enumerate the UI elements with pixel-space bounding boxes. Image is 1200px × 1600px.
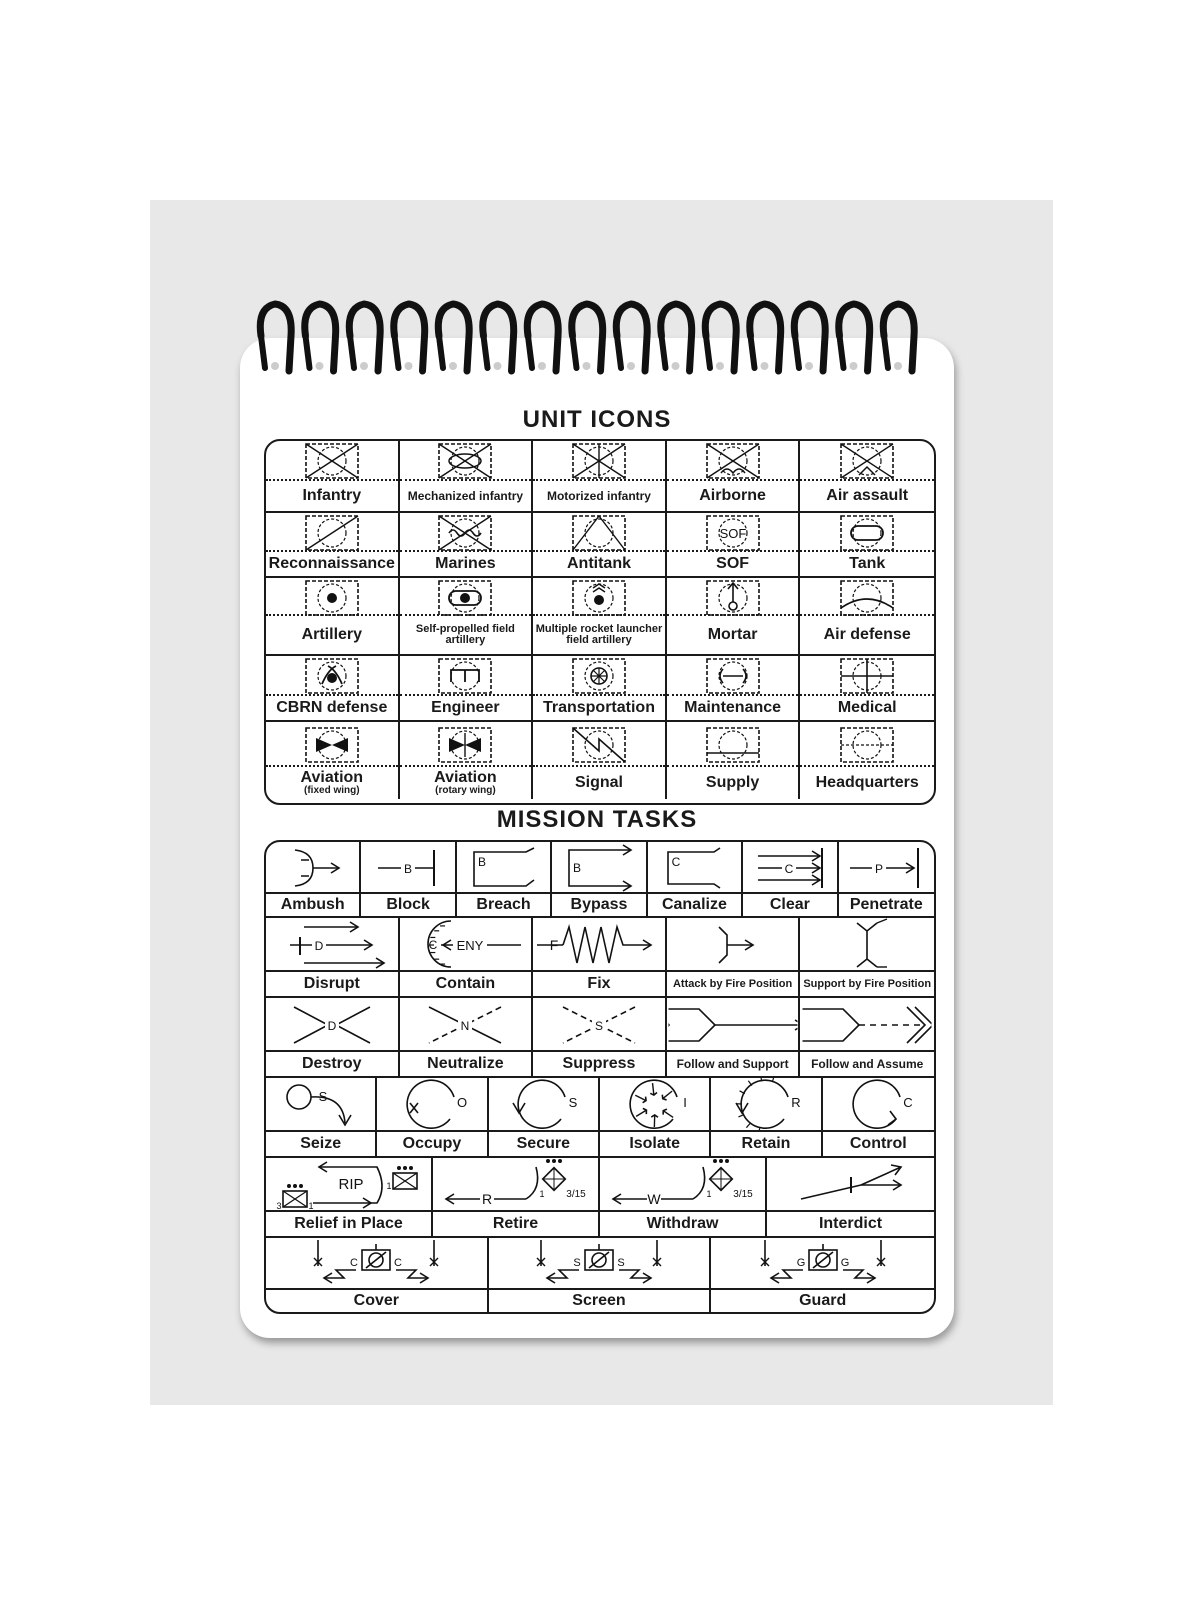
unit-cell-maintenance bbox=[667, 656, 801, 720]
mission-label: Isolate bbox=[629, 1135, 680, 1152]
unit-label: Tank bbox=[849, 555, 886, 572]
unit-cell-headquarters bbox=[800, 722, 934, 799]
mission-label: Attack by Fire Position bbox=[672, 977, 793, 990]
svg-text:1: 1 bbox=[385, 1181, 392, 1191]
mission-tasks-title: MISSION TASKS bbox=[496, 806, 698, 833]
occupy-icon bbox=[377, 1078, 486, 1132]
svg-text:B: B bbox=[572, 861, 581, 875]
follow-and-support-icon bbox=[667, 998, 799, 1052]
infantry-icon bbox=[266, 441, 398, 481]
unit-label: Aviation bbox=[300, 769, 364, 786]
unit-cell-rocket-launcher bbox=[533, 578, 667, 654]
svg-text:C: C bbox=[394, 1257, 403, 1269]
mission-cell-relief-in-place bbox=[266, 1158, 433, 1236]
mission-label: Follow and Assume bbox=[811, 1057, 924, 1071]
sof-icon bbox=[667, 513, 799, 552]
svg-text:R: R bbox=[481, 1191, 492, 1207]
mission-cell-occupy bbox=[377, 1078, 488, 1156]
relief-in-place-icon bbox=[266, 1158, 431, 1212]
signal-icon bbox=[533, 722, 665, 767]
mission-cell-retain bbox=[711, 1078, 822, 1156]
mission-label: Cover bbox=[353, 1292, 399, 1309]
svg-text:C: C bbox=[784, 862, 794, 876]
mission-cell-retire bbox=[433, 1158, 600, 1236]
guard-icon bbox=[711, 1238, 934, 1290]
mission-label: Block bbox=[386, 896, 430, 913]
unit-sublabel: (fixed wing) bbox=[304, 785, 360, 796]
mission-label: Guard bbox=[799, 1292, 847, 1309]
unit-cell-mechanized-infantry bbox=[400, 441, 534, 511]
penetrate-icon bbox=[839, 842, 934, 894]
mission-row bbox=[266, 998, 934, 1078]
unit-label: Supply bbox=[705, 774, 760, 791]
unit-icons-title: UNIT ICONS bbox=[522, 406, 672, 433]
retire-icon bbox=[433, 1158, 598, 1212]
mission-label: Occupy bbox=[402, 1135, 462, 1152]
block-icon bbox=[361, 842, 454, 894]
screen-icon bbox=[489, 1238, 710, 1290]
unit-cell-marines bbox=[400, 513, 534, 576]
unit-label: Reconnaissance bbox=[268, 555, 395, 572]
mission-cell-neutralize bbox=[400, 998, 534, 1076]
svg-text:R: R bbox=[791, 1095, 801, 1110]
unit-cell-cbrn-defense bbox=[266, 656, 400, 720]
unit-label: Airborne bbox=[699, 487, 766, 504]
unit-cell-sof bbox=[667, 513, 801, 576]
mission-cell-guard bbox=[711, 1238, 934, 1312]
mortar-icon bbox=[667, 578, 799, 616]
svg-text:C: C bbox=[350, 1257, 359, 1269]
unit-label: Antitank bbox=[566, 555, 631, 572]
mission-label: Breach bbox=[476, 896, 531, 913]
svg-text:I: I bbox=[682, 1095, 687, 1110]
mission-label: Fix bbox=[587, 975, 611, 992]
mission-label: Neutralize bbox=[427, 1055, 504, 1072]
mission-cell-support-by-fire bbox=[800, 918, 934, 996]
spiral-binding bbox=[240, 296, 954, 396]
antitank-icon bbox=[533, 513, 665, 552]
mission-cell-bypass bbox=[552, 842, 647, 916]
mission-cell-fix bbox=[533, 918, 667, 996]
unit-cell-engineer bbox=[400, 656, 534, 720]
mission-cell-follow-and-assume bbox=[800, 998, 934, 1076]
svg-text:P: P bbox=[875, 862, 884, 876]
unit-cell-self-propelled-artillery bbox=[400, 578, 534, 654]
tank-icon bbox=[800, 513, 934, 552]
retain-icon bbox=[711, 1078, 820, 1132]
unit-label: Self-propelled field artillery bbox=[415, 623, 515, 646]
mission-label: Ambush bbox=[280, 896, 345, 913]
support-by-fire-icon bbox=[800, 918, 934, 972]
mission-label: Control bbox=[849, 1135, 907, 1152]
seize-icon bbox=[266, 1078, 375, 1132]
svg-text:RIP: RIP bbox=[337, 1176, 364, 1193]
svg-text:O: O bbox=[456, 1095, 468, 1110]
marines-icon bbox=[400, 513, 532, 552]
unit-cell-medical bbox=[800, 656, 934, 720]
unit-cell-rotary-wing-aviation bbox=[400, 722, 534, 799]
unit-label: Air assault bbox=[826, 487, 909, 504]
svg-text:3: 3 bbox=[275, 1201, 282, 1211]
control-icon bbox=[823, 1078, 934, 1132]
unit-row bbox=[266, 578, 934, 656]
contain-icon bbox=[400, 918, 532, 972]
mission-cell-seize bbox=[266, 1078, 377, 1156]
mission-label: Withdraw bbox=[646, 1215, 719, 1232]
svg-text:C: C bbox=[429, 938, 438, 952]
svg-text:SOF: SOF bbox=[719, 526, 746, 541]
unit-label: Maintenance bbox=[684, 699, 782, 716]
svg-text:W: W bbox=[646, 1191, 661, 1207]
svg-text:S: S bbox=[573, 1257, 581, 1269]
unit-label: Air defense bbox=[823, 626, 911, 643]
mission-cell-clear bbox=[743, 842, 838, 916]
mission-cell-penetrate bbox=[839, 842, 934, 916]
unit-cell-air-defense bbox=[800, 578, 934, 654]
supply-icon bbox=[667, 722, 799, 767]
unit-label: Aviation bbox=[434, 769, 497, 786]
destroy-icon bbox=[266, 998, 398, 1052]
mission-cell-breach bbox=[457, 842, 552, 916]
mission-tasks-table bbox=[264, 840, 936, 1314]
mission-label: Canalize bbox=[661, 896, 727, 913]
unit-sublabel: (rotary wing) bbox=[435, 785, 496, 796]
neutralize-icon bbox=[400, 998, 532, 1052]
engineer-icon bbox=[400, 656, 532, 696]
mission-cell-block bbox=[361, 842, 456, 916]
unit-cell-artillery bbox=[266, 578, 400, 654]
mission-label: Clear bbox=[769, 896, 810, 913]
unit-label: Mortar bbox=[707, 626, 758, 643]
mission-label: Support by Fire Position bbox=[803, 977, 932, 990]
unit-row bbox=[266, 656, 934, 722]
unit-cell-tank bbox=[800, 513, 934, 576]
unit-row bbox=[266, 722, 934, 799]
unit-label: Headquarters bbox=[815, 774, 919, 791]
artillery-icon bbox=[266, 578, 398, 616]
svg-text:1: 1 bbox=[307, 1201, 314, 1211]
svg-text:C: C bbox=[903, 1095, 914, 1110]
mission-cell-follow-and-support bbox=[667, 998, 801, 1076]
mission-cell-control bbox=[823, 1078, 934, 1156]
unit-row bbox=[266, 513, 934, 578]
clear-icon bbox=[743, 842, 836, 894]
transportation-icon bbox=[533, 656, 665, 696]
mission-label: Retire bbox=[492, 1215, 539, 1232]
svg-text:D: D bbox=[327, 1019, 337, 1033]
bypass-icon bbox=[552, 842, 645, 894]
rocket-launcher-icon bbox=[533, 578, 665, 616]
mechanized-infantry-icon bbox=[400, 441, 532, 481]
mission-label: Penetrate bbox=[849, 896, 923, 913]
fix-icon bbox=[533, 918, 665, 972]
svg-text:G: G bbox=[840, 1257, 849, 1269]
unit-cell-infantry bbox=[266, 441, 400, 511]
disrupt-icon bbox=[266, 918, 398, 972]
fixed-wing-aviation-icon bbox=[266, 722, 398, 767]
unit-label: SOF bbox=[716, 555, 750, 572]
svg-text:S: S bbox=[617, 1257, 625, 1269]
svg-text:D: D bbox=[314, 939, 324, 953]
mission-row bbox=[266, 1078, 934, 1158]
mission-cell-disrupt bbox=[266, 918, 400, 996]
mission-label: Seize bbox=[300, 1135, 342, 1152]
unit-cell-mortar bbox=[667, 578, 801, 654]
air-defense-icon bbox=[800, 578, 934, 616]
unit-label: Infantry bbox=[302, 487, 362, 504]
reconnaissance-icon bbox=[266, 513, 398, 552]
unit-cell-supply bbox=[667, 722, 801, 799]
mission-label: Screen bbox=[572, 1292, 626, 1309]
rotary-wing-aviation-icon bbox=[400, 722, 532, 767]
unit-icons-table bbox=[264, 439, 936, 805]
attack-by-fire-icon bbox=[667, 918, 799, 972]
svg-text:S: S bbox=[594, 1019, 603, 1033]
self-propelled-artillery-icon bbox=[400, 578, 532, 616]
unit-cell-airborne bbox=[667, 441, 801, 511]
unit-cell-reconnaissance bbox=[266, 513, 400, 576]
svg-text:N: N bbox=[461, 1019, 470, 1033]
headquarters-icon bbox=[800, 722, 934, 767]
follow-and-assume-icon bbox=[800, 998, 934, 1052]
cover-icon bbox=[266, 1238, 487, 1290]
ambush-icon bbox=[266, 842, 359, 894]
mission-label: Follow and Support bbox=[676, 1057, 789, 1071]
unit-label: Medical bbox=[837, 699, 897, 716]
unit-label: Transportation bbox=[542, 699, 655, 716]
unit-row bbox=[266, 441, 934, 513]
svg-text:1: 1 bbox=[705, 1189, 712, 1199]
mission-label: Destroy bbox=[302, 1055, 362, 1072]
canalize-icon bbox=[648, 842, 741, 894]
unit-cell-transportation bbox=[533, 656, 667, 720]
svg-text:B: B bbox=[404, 862, 413, 876]
mission-row bbox=[266, 1158, 934, 1238]
mission-row bbox=[266, 842, 934, 918]
mission-cell-withdraw bbox=[600, 1158, 767, 1236]
svg-text:1: 1 bbox=[538, 1189, 545, 1199]
svg-text:3/15: 3/15 bbox=[732, 1189, 753, 1200]
unit-label: Marines bbox=[435, 555, 496, 572]
mission-row bbox=[266, 918, 934, 998]
svg-text:B: B bbox=[477, 855, 486, 869]
mission-cell-attack-by-fire bbox=[667, 918, 801, 996]
airborne-icon bbox=[667, 441, 799, 481]
mission-label: Disrupt bbox=[303, 975, 360, 992]
interdict-icon bbox=[767, 1158, 934, 1212]
breach-icon bbox=[457, 842, 550, 894]
unit-label: Engineer bbox=[431, 699, 500, 716]
withdraw-icon bbox=[600, 1158, 765, 1212]
svg-text:C: C bbox=[672, 855, 681, 869]
svg-text:S: S bbox=[318, 1089, 327, 1104]
unit-cell-motorized-infantry bbox=[533, 441, 667, 511]
unit-label: Mechanized infantry bbox=[407, 489, 524, 503]
mission-label: Secure bbox=[516, 1135, 570, 1152]
isolate-icon bbox=[600, 1078, 709, 1132]
svg-text:G: G bbox=[796, 1257, 805, 1269]
mission-cell-contain bbox=[400, 918, 534, 996]
maintenance-icon bbox=[667, 656, 799, 696]
mission-label: Bypass bbox=[570, 896, 628, 913]
svg-text:S: S bbox=[568, 1095, 578, 1110]
medical-icon bbox=[800, 656, 934, 696]
unit-label: Signal bbox=[574, 774, 623, 791]
mission-cell-cover bbox=[266, 1238, 489, 1312]
mission-cell-canalize bbox=[648, 842, 743, 916]
air-assault-icon bbox=[800, 441, 934, 481]
mission-cell-suppress bbox=[533, 998, 667, 1076]
mission-cell-ambush bbox=[266, 842, 361, 916]
motorized-infantry-icon bbox=[533, 441, 665, 481]
mission-cell-destroy bbox=[266, 998, 400, 1076]
mission-label: Retain bbox=[741, 1135, 791, 1152]
unit-cell-signal bbox=[533, 722, 667, 799]
svg-text:ENY: ENY bbox=[457, 938, 484, 953]
mission-label: Relief in Place bbox=[294, 1215, 403, 1232]
mission-row bbox=[266, 1238, 934, 1312]
unit-cell-fixed-wing-aviation bbox=[266, 722, 400, 799]
suppress-icon bbox=[533, 998, 665, 1052]
mission-label: Suppress bbox=[562, 1055, 636, 1072]
mission-cell-secure bbox=[489, 1078, 600, 1156]
unit-label: Motorized infantry bbox=[546, 489, 651, 503]
unit-label: Multiple rocket launcher field artillery bbox=[535, 623, 663, 646]
mission-label: Contain bbox=[435, 975, 496, 992]
unit-cell-air-assault bbox=[800, 441, 934, 511]
mission-cell-isolate bbox=[600, 1078, 711, 1156]
secure-icon bbox=[489, 1078, 598, 1132]
cbrn-defense-icon bbox=[266, 656, 398, 696]
svg-text:F: F bbox=[549, 937, 559, 953]
unit-label: Artillery bbox=[301, 626, 363, 643]
mission-label: Interdict bbox=[818, 1215, 883, 1232]
unit-label: CBRN defense bbox=[276, 699, 388, 716]
mission-cell-interdict bbox=[767, 1158, 934, 1236]
unit-cell-antitank bbox=[533, 513, 667, 576]
mission-cell-screen bbox=[489, 1238, 712, 1312]
svg-text:3/15: 3/15 bbox=[565, 1189, 586, 1200]
